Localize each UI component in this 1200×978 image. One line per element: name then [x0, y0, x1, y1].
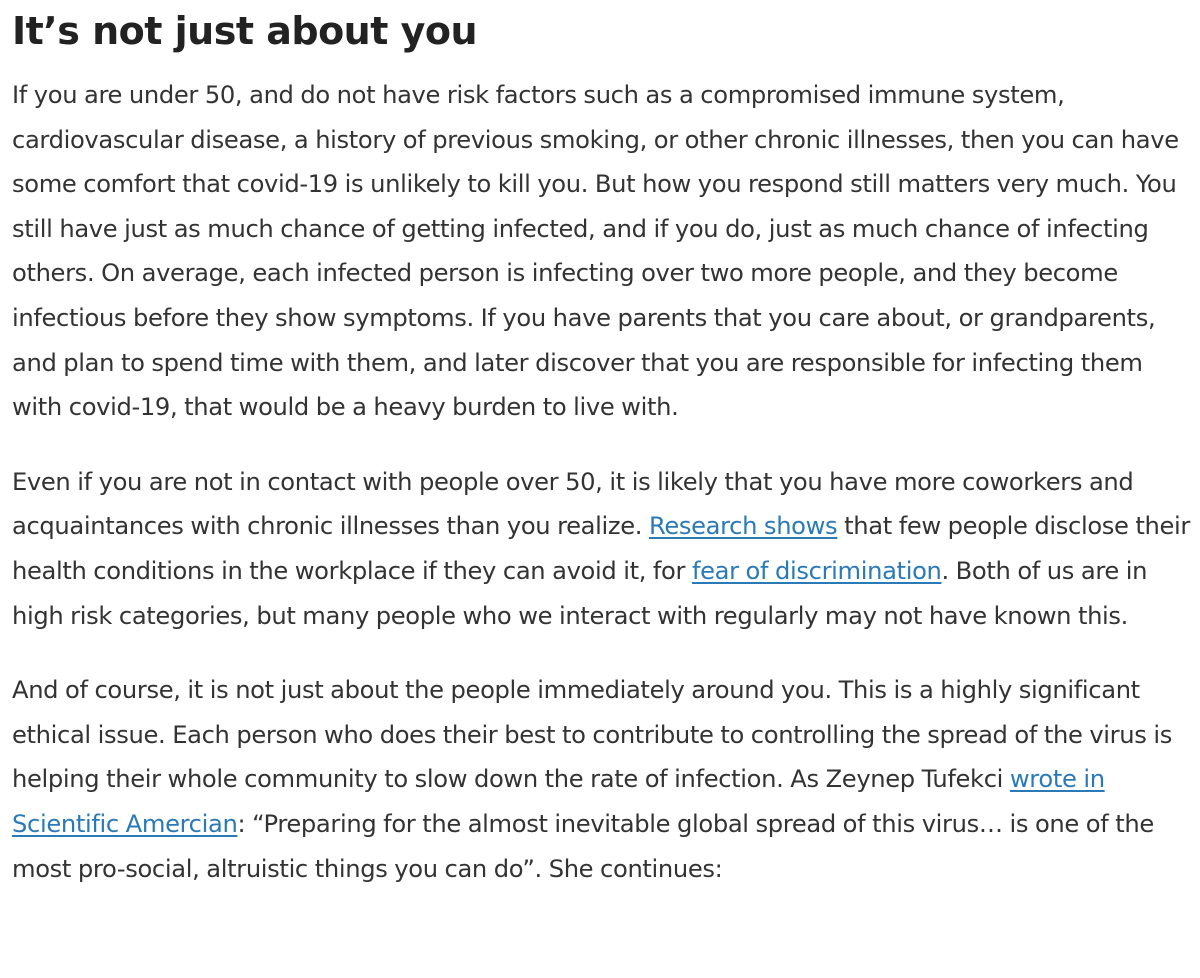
paragraph-text: And of course, it is not just about the people immediately around you. This is a highly significant ethical issue. Each person who does their best to contribute to controlling the spread of the virus is helping their whole community to slow down the rate of infection. As Zeynep Tufekci	[12, 676, 1172, 794]
fear-of-discrimination-link[interactable]: fear of discrimination	[691, 556, 942, 585]
paragraph-text: that few people disclose their health conditions in the workplace if they can avoid it, for	[12, 512, 1191, 585]
paragraph-text: . Both of us are in high risk categories, but many people who we interact with regularly may not have known this.	[12, 556, 1148, 630]
paragraph-ethical-issue	[12, 668, 1194, 891]
section-heading: It’s not just about you	[12, 9, 478, 53]
paragraph-risk-factors: If you are under 50, and do not have risk factors such as a compromised immune system, cardiovascular disease, a history of previous smoking, or other chronic illnesses, then you can have some comfort that covid-19 is unlikely to kill you. But how you respond still matters very much. You still have just as much chance of getting infected, and if you do, just as much chance of infecting others. On average, each infected person is infecting over two more people, and they become infectious before they show symptoms. If you have parents that you care about, or grandparents, and plan to spend time with them, and later discover that you are responsible for infecting them with covid-19, that would be a heavy burden to live with.	[12, 81, 1179, 422]
article-body	[12, 0, 1194, 891]
paragraph-coworkers	[12, 460, 1194, 638]
paragraph-text: Even if you are not in contact with people over 50, it is likely that you have more coworkers and acquaintances with chronic illnesses than you realize.	[12, 467, 1134, 541]
paragraph-text: : “Preparing for the almost inevitable global spread of this virus… is one of the most pro-social, altruistic things you can do”. She continues:	[12, 809, 1154, 883]
scientific-american-link[interactable]: wrote in Scientific Amercian	[12, 765, 1105, 838]
research-shows-link[interactable]: Research shows	[648, 512, 838, 541]
